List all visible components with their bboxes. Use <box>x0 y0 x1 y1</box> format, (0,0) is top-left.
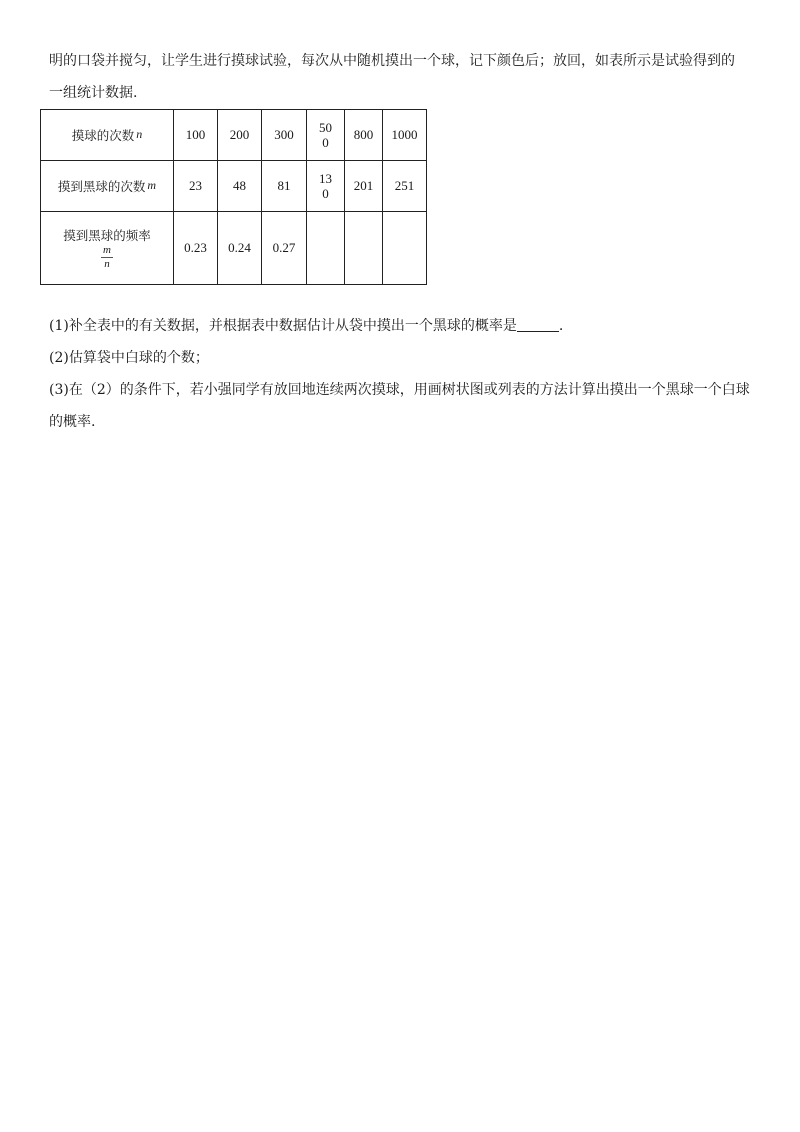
table-cell: 23 <box>174 161 218 212</box>
question-2: (2)估算袋中白球的个数； <box>49 350 209 366</box>
fraction-m-over-n: $\frac{m}{n}$ <box>103 243 111 270</box>
experiment-stats-table <box>40 109 427 285</box>
table-cell: 201 <box>345 161 383 212</box>
row-header-black-frequency: 摸到黑球的频率 $\frac{m}{n}$ <box>41 212 174 285</box>
table-row-black-count <box>41 161 427 212</box>
question-1: (1)补全表中的有关数据，并根据表中数据估计从袋中摸出一个黑球的概率是 . <box>49 318 564 334</box>
table-cell: 48 <box>218 161 262 212</box>
row-header-draw-count: 摸球的次数 n <box>41 110 174 161</box>
question-3-line-1: (3)在（2）的条件下，若小强同学有放回地连续两次摸球，用画树状图或列表的方法计算出摸出一个黑球一个白球 <box>49 382 750 398</box>
table-cell: 200 <box>218 110 262 161</box>
table-cell: 1000 <box>383 110 427 161</box>
table-cell-empty <box>383 212 427 285</box>
table-cell: 251 <box>383 161 427 212</box>
answer-blank <box>517 317 559 332</box>
table-cell: 0.24 <box>218 212 262 285</box>
table-cell-wrapped: 13 0 <box>307 161 345 212</box>
table-cell: 0.27 <box>262 212 307 285</box>
table-cell: 300 <box>262 110 307 161</box>
table-row-draw-count <box>41 110 427 161</box>
table-cell: 100 <box>174 110 218 161</box>
table-cell: 800 <box>345 110 383 161</box>
row-header-black-count: 摸到黑球的次数 m <box>41 161 174 212</box>
table-cell-empty <box>345 212 383 285</box>
table-row-black-frequency <box>41 212 427 285</box>
table-cell-wrapped: 50 0 <box>307 110 345 161</box>
question-3-line-2: 的概率. <box>49 414 96 430</box>
table-cell: 0.23 <box>174 212 218 285</box>
table-cell-empty <box>307 212 345 285</box>
table-cell: 81 <box>262 161 307 212</box>
intro-line-1: 明的口袋并搅匀，让学生进行摸球试验，每次从中随机摸出一个球，记下颜色后；放回，如表所示是试验得到的 <box>49 53 735 69</box>
intro-line-2: 一组统计数据. <box>49 85 138 101</box>
